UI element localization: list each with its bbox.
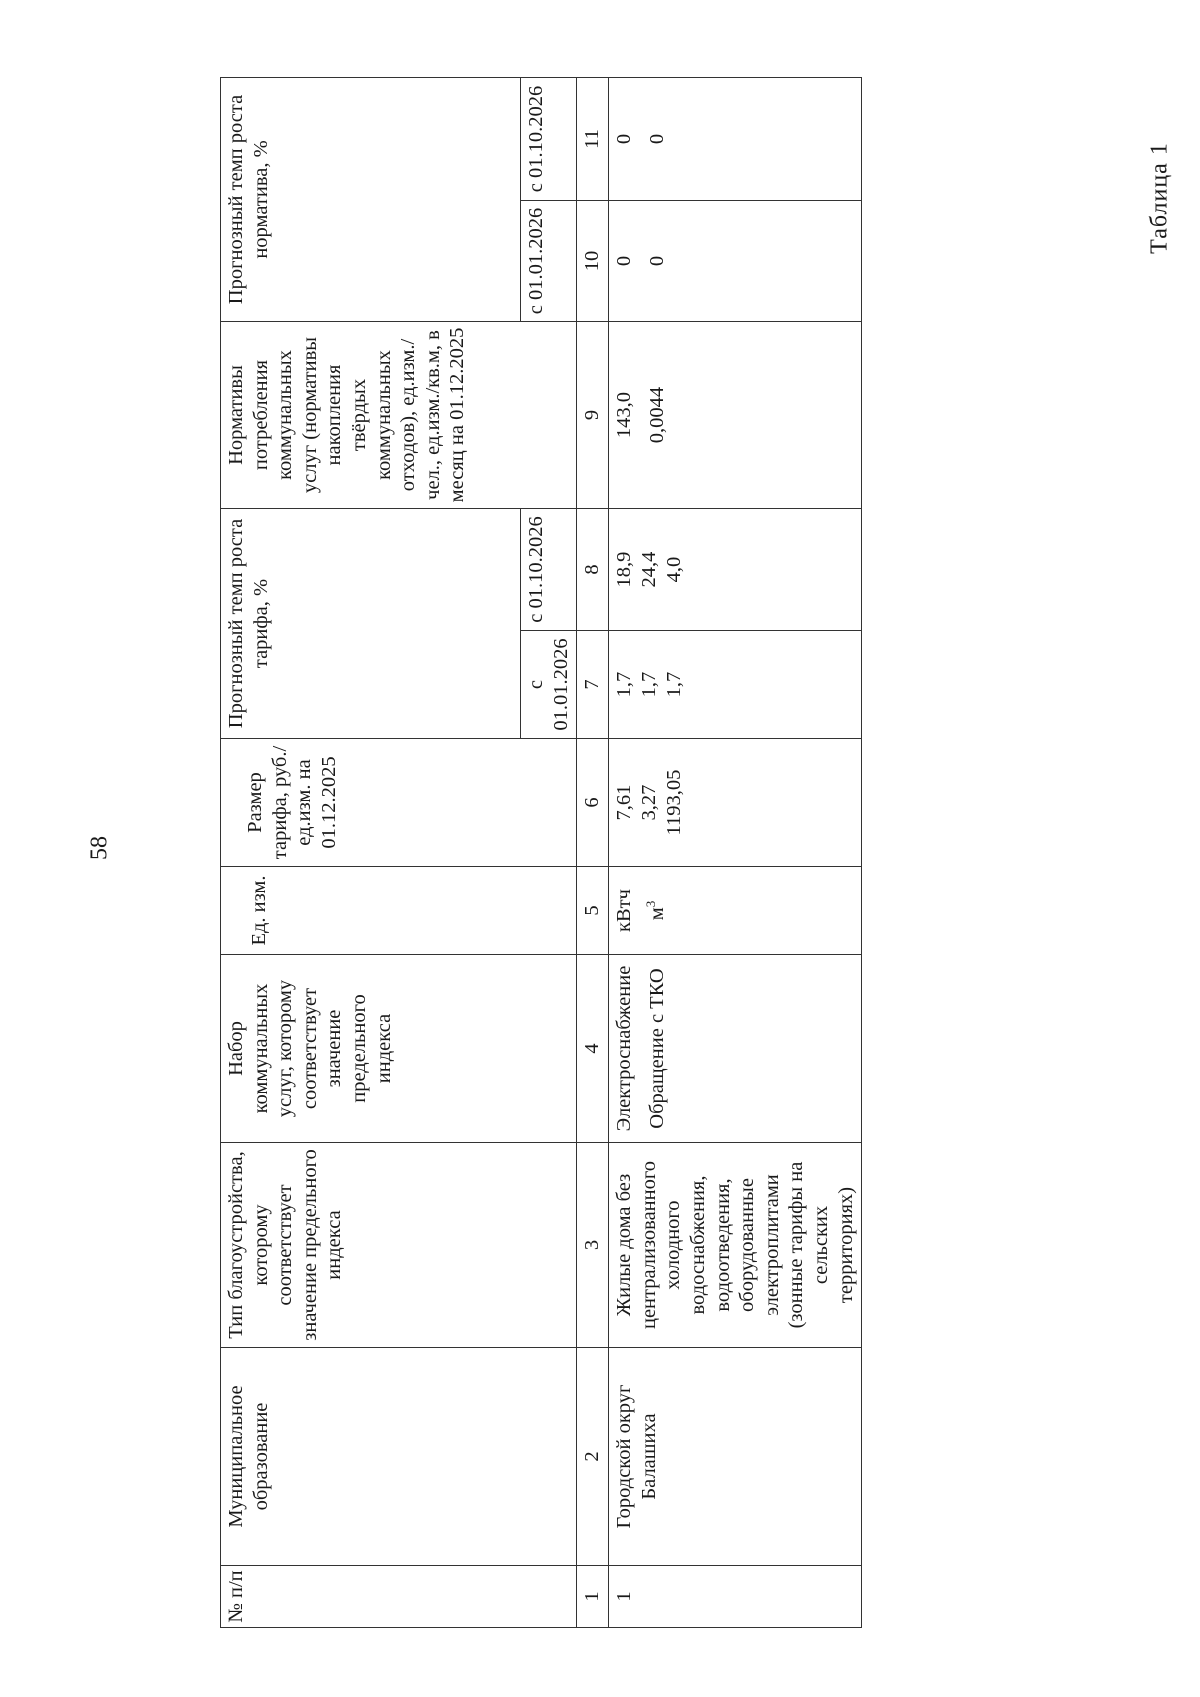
growth-value: 1,7 bbox=[663, 671, 686, 698]
service-electricity: Электроснабжение bbox=[613, 965, 636, 1132]
growth-value: 4,0 bbox=[663, 556, 686, 583]
column-number: 8 bbox=[577, 509, 609, 631]
header-tariff-growth-oct: с 01.10.2026 bbox=[521, 509, 577, 631]
row-tariff-values bbox=[609, 739, 862, 867]
row-tariff-growth-jan bbox=[609, 631, 862, 739]
column-number: 9 bbox=[577, 322, 609, 509]
table-caption: Таблица 1 bbox=[1146, 142, 1173, 254]
column-number: 3 bbox=[577, 1143, 609, 1348]
column-number: 1 bbox=[577, 1566, 609, 1628]
norm-value: 0,0044 bbox=[645, 386, 668, 444]
unit-kwh: кВтч bbox=[613, 889, 636, 932]
header-improvement-type: Тип благоустройства, которому соответствует значение предельного индекса bbox=[221, 1143, 577, 1348]
growth-value: 1,7 bbox=[613, 671, 636, 698]
column-number: 4 bbox=[577, 955, 609, 1143]
norm-value: 143,0 bbox=[613, 391, 636, 439]
tariff-value: 3,27 bbox=[638, 784, 661, 821]
row-services bbox=[609, 955, 862, 1143]
header-tariff-growth: Прогнозный темп роста тарифа, % bbox=[221, 509, 521, 739]
norm-growth-value: 0 bbox=[613, 255, 636, 267]
row-norm-growth-jan bbox=[609, 201, 862, 322]
row-municipality: Городской округ Балашиха bbox=[609, 1348, 862, 1566]
service-waste: Обращение с ТКО bbox=[645, 968, 668, 1129]
header-tariff-growth-jan: с 01.01.2026 bbox=[521, 631, 577, 739]
row-tariff-growth-oct bbox=[609, 509, 862, 631]
row-norm-growth-oct bbox=[609, 78, 862, 201]
header-unit: Ед. изм. bbox=[221, 867, 577, 955]
column-number: 6 bbox=[577, 739, 609, 867]
header-norm-growth-jan: с 01.01.2026 bbox=[521, 201, 577, 322]
header-municipality: Муниципальное образование bbox=[221, 1348, 577, 1566]
row-improvement-type: Жилые дома без централизованного холодного водоснабжения, водоотведения, оборудованные электроплитами (зонные тарифы на сельских территориях) bbox=[609, 1143, 862, 1348]
column-number-row bbox=[577, 78, 609, 1628]
row-number: 1 bbox=[609, 1566, 862, 1628]
growth-value: 24,4 bbox=[638, 551, 661, 588]
tariff-value: 7,61 bbox=[613, 784, 636, 821]
row-norms bbox=[609, 322, 862, 509]
growth-value: 18,9 bbox=[613, 551, 636, 588]
page-number: 58 bbox=[86, 836, 113, 860]
tariff-table bbox=[220, 77, 862, 1628]
header-number: № п/п bbox=[221, 1566, 577, 1628]
column-number: 7 bbox=[577, 631, 609, 739]
header-norm-growth-oct: с 01.10.2026 bbox=[521, 78, 577, 201]
tariff-value: 1193,05 bbox=[663, 769, 686, 836]
column-number: 10 bbox=[577, 201, 609, 322]
column-number: 11 bbox=[577, 78, 609, 201]
unit-m3: $м^3$ bbox=[642, 900, 668, 921]
header-consumption-norms: Нормативы потребления коммунальных услуг (нормативы накопления твёрдых коммунальных отходов), ед.изм./чел., ед.изм./кв.м, в месяц на 01.12.2025 bbox=[221, 322, 577, 509]
header-tariff-size: Размер тарифа, руб./ед.изм. на 01.12.2025 bbox=[221, 739, 577, 867]
header-row bbox=[221, 78, 521, 1628]
column-number: 5 bbox=[577, 867, 609, 955]
header-norm-growth: Прогнозный темп роста норматива, % bbox=[221, 78, 521, 322]
norm-growth-value: 0 bbox=[613, 133, 636, 145]
table-container bbox=[220, 78, 857, 1628]
norm-growth-value: 0 bbox=[645, 255, 668, 267]
norm-growth-value: 0 bbox=[645, 133, 668, 145]
row-units bbox=[609, 867, 862, 955]
column-number: 2 bbox=[577, 1348, 609, 1566]
header-service-set: Набор коммунальных услуг, которому соответствует значение предельного индекса bbox=[221, 955, 577, 1143]
growth-value: 1,7 bbox=[638, 671, 661, 698]
table-row bbox=[609, 78, 862, 1628]
